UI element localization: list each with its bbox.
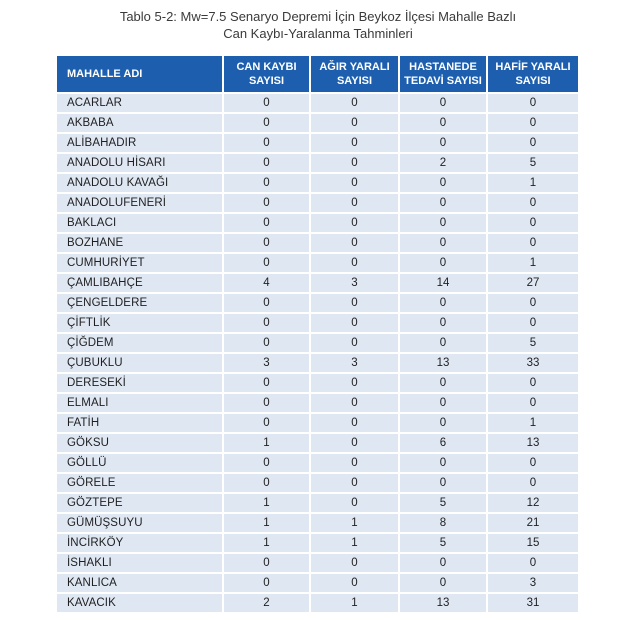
cell-hafif-yarali: 1 [488,414,578,432]
table-row [57,134,578,152]
cell-agir-yarali: 0 [311,374,398,392]
cell-hafif-yarali: 0 [488,94,578,112]
cell-mahalle-adi: ANADOLU KAVAĞI [57,174,222,192]
header-agir-yarali-line2: SAYISI [336,75,373,87]
cell-agir-yarali: 0 [311,334,398,352]
header-can-kaybi-line1: CAN KAYBI [236,61,297,73]
table-row [57,474,578,492]
cell-hastanede-tedavi: 5 [400,494,486,512]
table-row [57,214,578,232]
header-mahalle-adi [57,56,222,92]
caption-line-1: Tablo 5-2: Mw=7.5 Senaryo Depremi İçin Beykoz İlçesi Mahalle Bazlı [119,9,517,24]
cell-hastanede-tedavi: 13 [400,354,486,372]
cell-can-kaybi: 1 [224,534,309,552]
cell-hastanede-tedavi: 0 [400,174,486,192]
cell-agir-yarali: 0 [311,154,398,172]
cell-can-kaybi: 4 [224,274,309,292]
cell-agir-yarali: 0 [311,174,398,192]
cell-can-kaybi: 1 [224,434,309,452]
cell-can-kaybi: 2 [224,594,309,612]
cell-mahalle-adi: KANLICA [57,574,222,592]
cell-can-kaybi: 0 [224,454,309,472]
cell-can-kaybi: 0 [224,474,309,492]
table-row [57,374,578,392]
cell-hastanede-tedavi: 0 [400,314,486,332]
cell-hafif-yarali: 0 [488,374,578,392]
cell-hafif-yarali: 0 [488,474,578,492]
table-body [57,94,578,612]
cell-hafif-yarali: 1 [488,254,578,272]
cell-agir-yarali: 0 [311,554,398,572]
cell-hastanede-tedavi: 0 [400,394,486,412]
cell-hastanede-tedavi: 0 [400,414,486,432]
cell-hafif-yarali: 12 [488,494,578,512]
cell-mahalle-adi: GÖLLÜ [57,454,222,472]
cell-can-kaybi: 0 [224,414,309,432]
table-row [57,174,578,192]
table-row [57,414,578,432]
cell-hafif-yarali: 15 [488,534,578,552]
cell-hafif-yarali: 21 [488,514,578,532]
cell-hastanede-tedavi: 0 [400,294,486,312]
cell-agir-yarali: 0 [311,94,398,112]
table-row [57,494,578,512]
cell-agir-yarali: 3 [311,274,398,292]
cell-hafif-yarali: 27 [488,274,578,292]
cell-agir-yarali: 0 [311,114,398,132]
header-agir-yarali [311,56,398,92]
cell-can-kaybi: 1 [224,494,309,512]
table-row [57,354,578,372]
cell-can-kaybi: 0 [224,254,309,272]
cell-can-kaybi: 0 [224,234,309,252]
cell-agir-yarali: 0 [311,234,398,252]
cell-hastanede-tedavi: 5 [400,534,486,552]
cell-hafif-yarali: 0 [488,114,578,132]
table-row [57,294,578,312]
table-row [57,534,578,552]
table-row [57,334,578,352]
cell-hafif-yarali: 5 [488,154,578,172]
cell-agir-yarali: 3 [311,354,398,372]
table-row [57,114,578,132]
cell-mahalle-adi: GÖZTEPE [57,494,222,512]
cell-mahalle-adi: ANADOLUFENERİ [57,194,222,212]
cell-mahalle-adi: ANADOLU HİSARI [57,154,222,172]
cell-hastanede-tedavi: 0 [400,334,486,352]
cell-hastanede-tedavi: 0 [400,374,486,392]
header-can-kaybi [224,56,309,92]
cell-mahalle-adi: AKBABA [57,114,222,132]
cell-can-kaybi: 0 [224,394,309,412]
header-hafif-yarali [488,56,578,92]
cell-hastanede-tedavi: 0 [400,254,486,272]
table-row [57,554,578,572]
cell-mahalle-adi: FATİH [57,414,222,432]
cell-can-kaybi: 0 [224,294,309,312]
cell-hastanede-tedavi: 0 [400,554,486,572]
cell-mahalle-adi: CUMHURİYET [57,254,222,272]
cell-hastanede-tedavi: 0 [400,474,486,492]
cell-hafif-yarali: 31 [488,594,578,612]
cell-mahalle-adi: ALİBAHADIR [57,134,222,152]
cell-mahalle-adi: GÜMÜŞSUYU [57,514,222,532]
cell-can-kaybi: 0 [224,114,309,132]
cell-agir-yarali: 0 [311,254,398,272]
table-row [57,394,578,412]
cell-agir-yarali: 1 [311,514,398,532]
cell-hastanede-tedavi: 13 [400,594,486,612]
cell-hafif-yarali: 13 [488,434,578,452]
cell-agir-yarali: 0 [311,434,398,452]
cell-can-kaybi: 0 [224,94,309,112]
cell-hastanede-tedavi: 0 [400,114,486,132]
cell-mahalle-adi: İSHAKLI [57,554,222,572]
header-mahalle-adi-label: MAHALLE ADI [67,68,143,80]
cell-hafif-yarali: 5 [488,334,578,352]
cell-mahalle-adi: GÖRELE [57,474,222,492]
cell-mahalle-adi: ELMALI [57,394,222,412]
cell-hastanede-tedavi: 0 [400,454,486,472]
cell-hafif-yarali: 0 [488,294,578,312]
cell-agir-yarali: 0 [311,314,398,332]
header-hastanede-tedavi [400,56,486,92]
cell-hafif-yarali: 0 [488,134,578,152]
table-row [57,514,578,532]
cell-can-kaybi: 0 [224,134,309,152]
cell-mahalle-adi: ÇİFTLİK [57,314,222,332]
cell-agir-yarali: 0 [311,414,398,432]
cell-mahalle-adi: GÖKSU [57,434,222,452]
cell-mahalle-adi: DERESEKİ [57,374,222,392]
table-row [57,454,578,472]
header-agir-yarali-line1: AĞIR YARALI [319,61,390,73]
table-row [57,254,578,272]
cell-agir-yarali: 0 [311,394,398,412]
table-row [57,574,578,592]
header-hafif-yarali-line2: SAYISI [515,75,551,87]
cell-can-kaybi: 0 [224,374,309,392]
cell-agir-yarali: 0 [311,494,398,512]
cell-mahalle-adi: BOZHANE [57,234,222,252]
table-row [57,434,578,452]
cell-can-kaybi: 3 [224,354,309,372]
cell-agir-yarali: 1 [311,594,398,612]
cell-can-kaybi: 0 [224,194,309,212]
cell-hafif-yarali: 0 [488,234,578,252]
header-row [57,56,578,92]
cell-can-kaybi: 0 [224,154,309,172]
header-hastanede-tedavi-line2: TEDAVİ SAYISI [404,75,482,87]
table-row [57,594,578,612]
table-row [57,274,578,292]
cell-hafif-yarali: 0 [488,454,578,472]
cell-hastanede-tedavi: 0 [400,134,486,152]
cell-hafif-yarali: 0 [488,214,578,232]
cell-mahalle-adi: ÇENGELDERE [57,294,222,312]
cell-can-kaybi: 0 [224,314,309,332]
cell-hastanede-tedavi: 14 [400,274,486,292]
cell-hastanede-tedavi: 2 [400,154,486,172]
header-hafif-yarali-line1: HAFİF YARALI [495,61,571,73]
cell-hafif-yarali: 0 [488,394,578,412]
cell-can-kaybi: 1 [224,514,309,532]
cell-mahalle-adi: BAKLACI [57,214,222,232]
cell-hafif-yarali: 33 [488,354,578,372]
caption-line-2: Can Kaybı-Yaralanma Tahminleri [223,26,413,41]
cell-agir-yarali: 0 [311,214,398,232]
cell-mahalle-adi: İNCİRKÖY [57,534,222,552]
cell-hastanede-tedavi: 0 [400,574,486,592]
table-row [57,234,578,252]
cell-agir-yarali: 0 [311,454,398,472]
table-row [57,194,578,212]
cell-agir-yarali: 0 [311,474,398,492]
cell-hafif-yarali: 3 [488,574,578,592]
cell-hastanede-tedavi: 0 [400,234,486,252]
cell-mahalle-adi: KAVACIK [57,594,222,612]
cell-mahalle-adi: ÇİĞDEM [57,334,222,352]
header-can-kaybi-line2: SAYISI [248,75,285,87]
header-hastanede-tedavi-line1: HASTANEDE [409,61,477,73]
table-row [57,94,578,112]
cell-hastanede-tedavi: 0 [400,94,486,112]
cell-can-kaybi: 0 [224,554,309,572]
cell-can-kaybi: 0 [224,214,309,232]
cell-mahalle-adi: ACARLAR [57,94,222,112]
cell-can-kaybi: 0 [224,574,309,592]
cell-hastanede-tedavi: 8 [400,514,486,532]
cell-hafif-yarali: 0 [488,194,578,212]
cell-agir-yarali: 0 [311,194,398,212]
cell-hafif-yarali: 0 [488,554,578,572]
table-row [57,314,578,332]
cell-mahalle-adi: ÇAMLIBAHÇE [57,274,222,292]
table-row [57,154,578,172]
cell-hafif-yarali: 1 [488,174,578,192]
cell-agir-yarali: 0 [311,134,398,152]
cell-agir-yarali: 0 [311,574,398,592]
cell-hastanede-tedavi: 0 [400,214,486,232]
casualty-table [55,54,580,614]
table-header [57,56,578,92]
cell-can-kaybi: 0 [224,174,309,192]
cell-mahalle-adi: ÇUBUKLU [57,354,222,372]
cell-agir-yarali: 0 [311,294,398,312]
cell-can-kaybi: 0 [224,334,309,352]
cell-hastanede-tedavi: 0 [400,194,486,212]
table-caption [0,8,636,42]
cell-hastanede-tedavi: 6 [400,434,486,452]
cell-agir-yarali: 1 [311,534,398,552]
cell-hafif-yarali: 0 [488,314,578,332]
